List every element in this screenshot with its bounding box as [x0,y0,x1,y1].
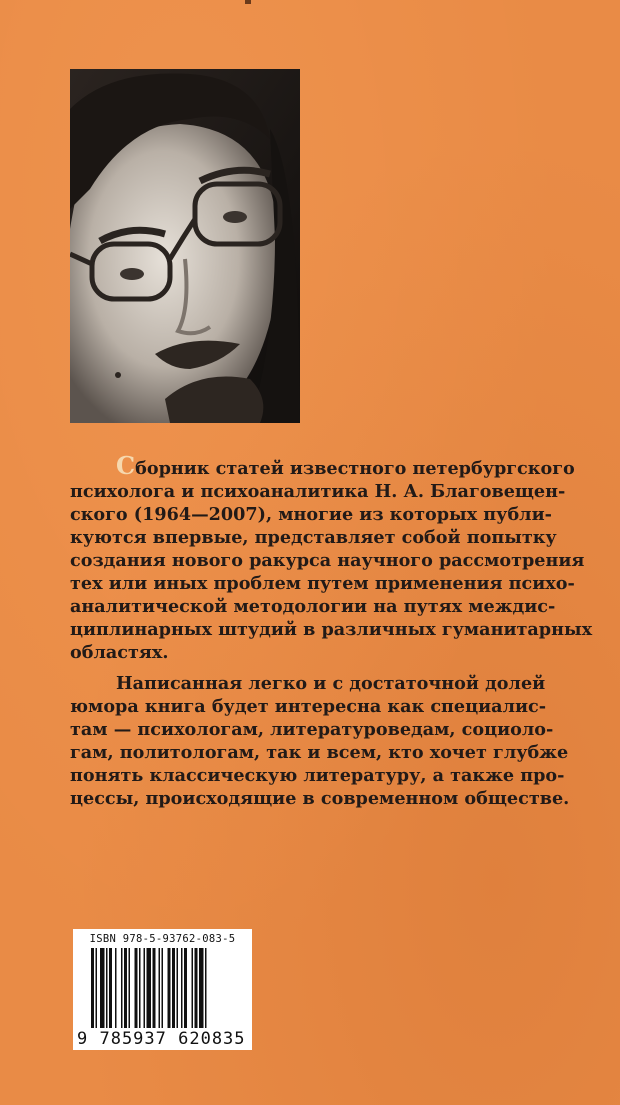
annotation-line: там — психологам, литературоведам, социоло- [70,719,554,740]
annotation-line: куются впервые, представляет собой попытку [70,527,557,548]
annotation-line: тех или иных проблем путем применения психо- [70,573,575,594]
annotation-line: юмора книга будет интересна как специалис- [70,696,547,717]
annotation-paragraph-2 [70,672,594,810]
barcode-number: 9 785937 620835 [77,1029,246,1049]
annotation-line: областях. [70,642,169,663]
drop-cap-letter: С [116,451,136,480]
author-photo [70,69,300,423]
annotation-line: понять классическую литературу, а также про- [70,765,565,786]
isbn-barcode [73,929,252,1050]
annotation-line: циплинарных штудий в различных гуманитарных [70,619,593,640]
annotation-line: Сборник статей известного петербургского [116,451,575,480]
annotation-paragraph-1 [70,451,594,664]
annotation-line: ского (1964—2007), многие из которых публи- [70,504,552,525]
annotation-line: цессы, происходящие в современном обществе. [70,788,570,809]
print-mark [245,0,251,4]
annotation-line: психолога и психоаналитика Н. А. Благовещен- [70,481,566,502]
barcode-bars [91,948,239,1028]
annotation-line: гам, политологам, так и всем, кто хочет глубже [70,742,569,763]
annotation-line: Написанная легко и с достаточной долей [116,673,546,694]
annotation-line: создания нового ракурса научного рассмотрения [70,550,585,571]
annotation-line: аналитической методологии на путях междис- [70,596,556,617]
isbn-label: ISBN 978-5-93762-083-5 [89,933,236,945]
book-annotation [70,451,594,810]
